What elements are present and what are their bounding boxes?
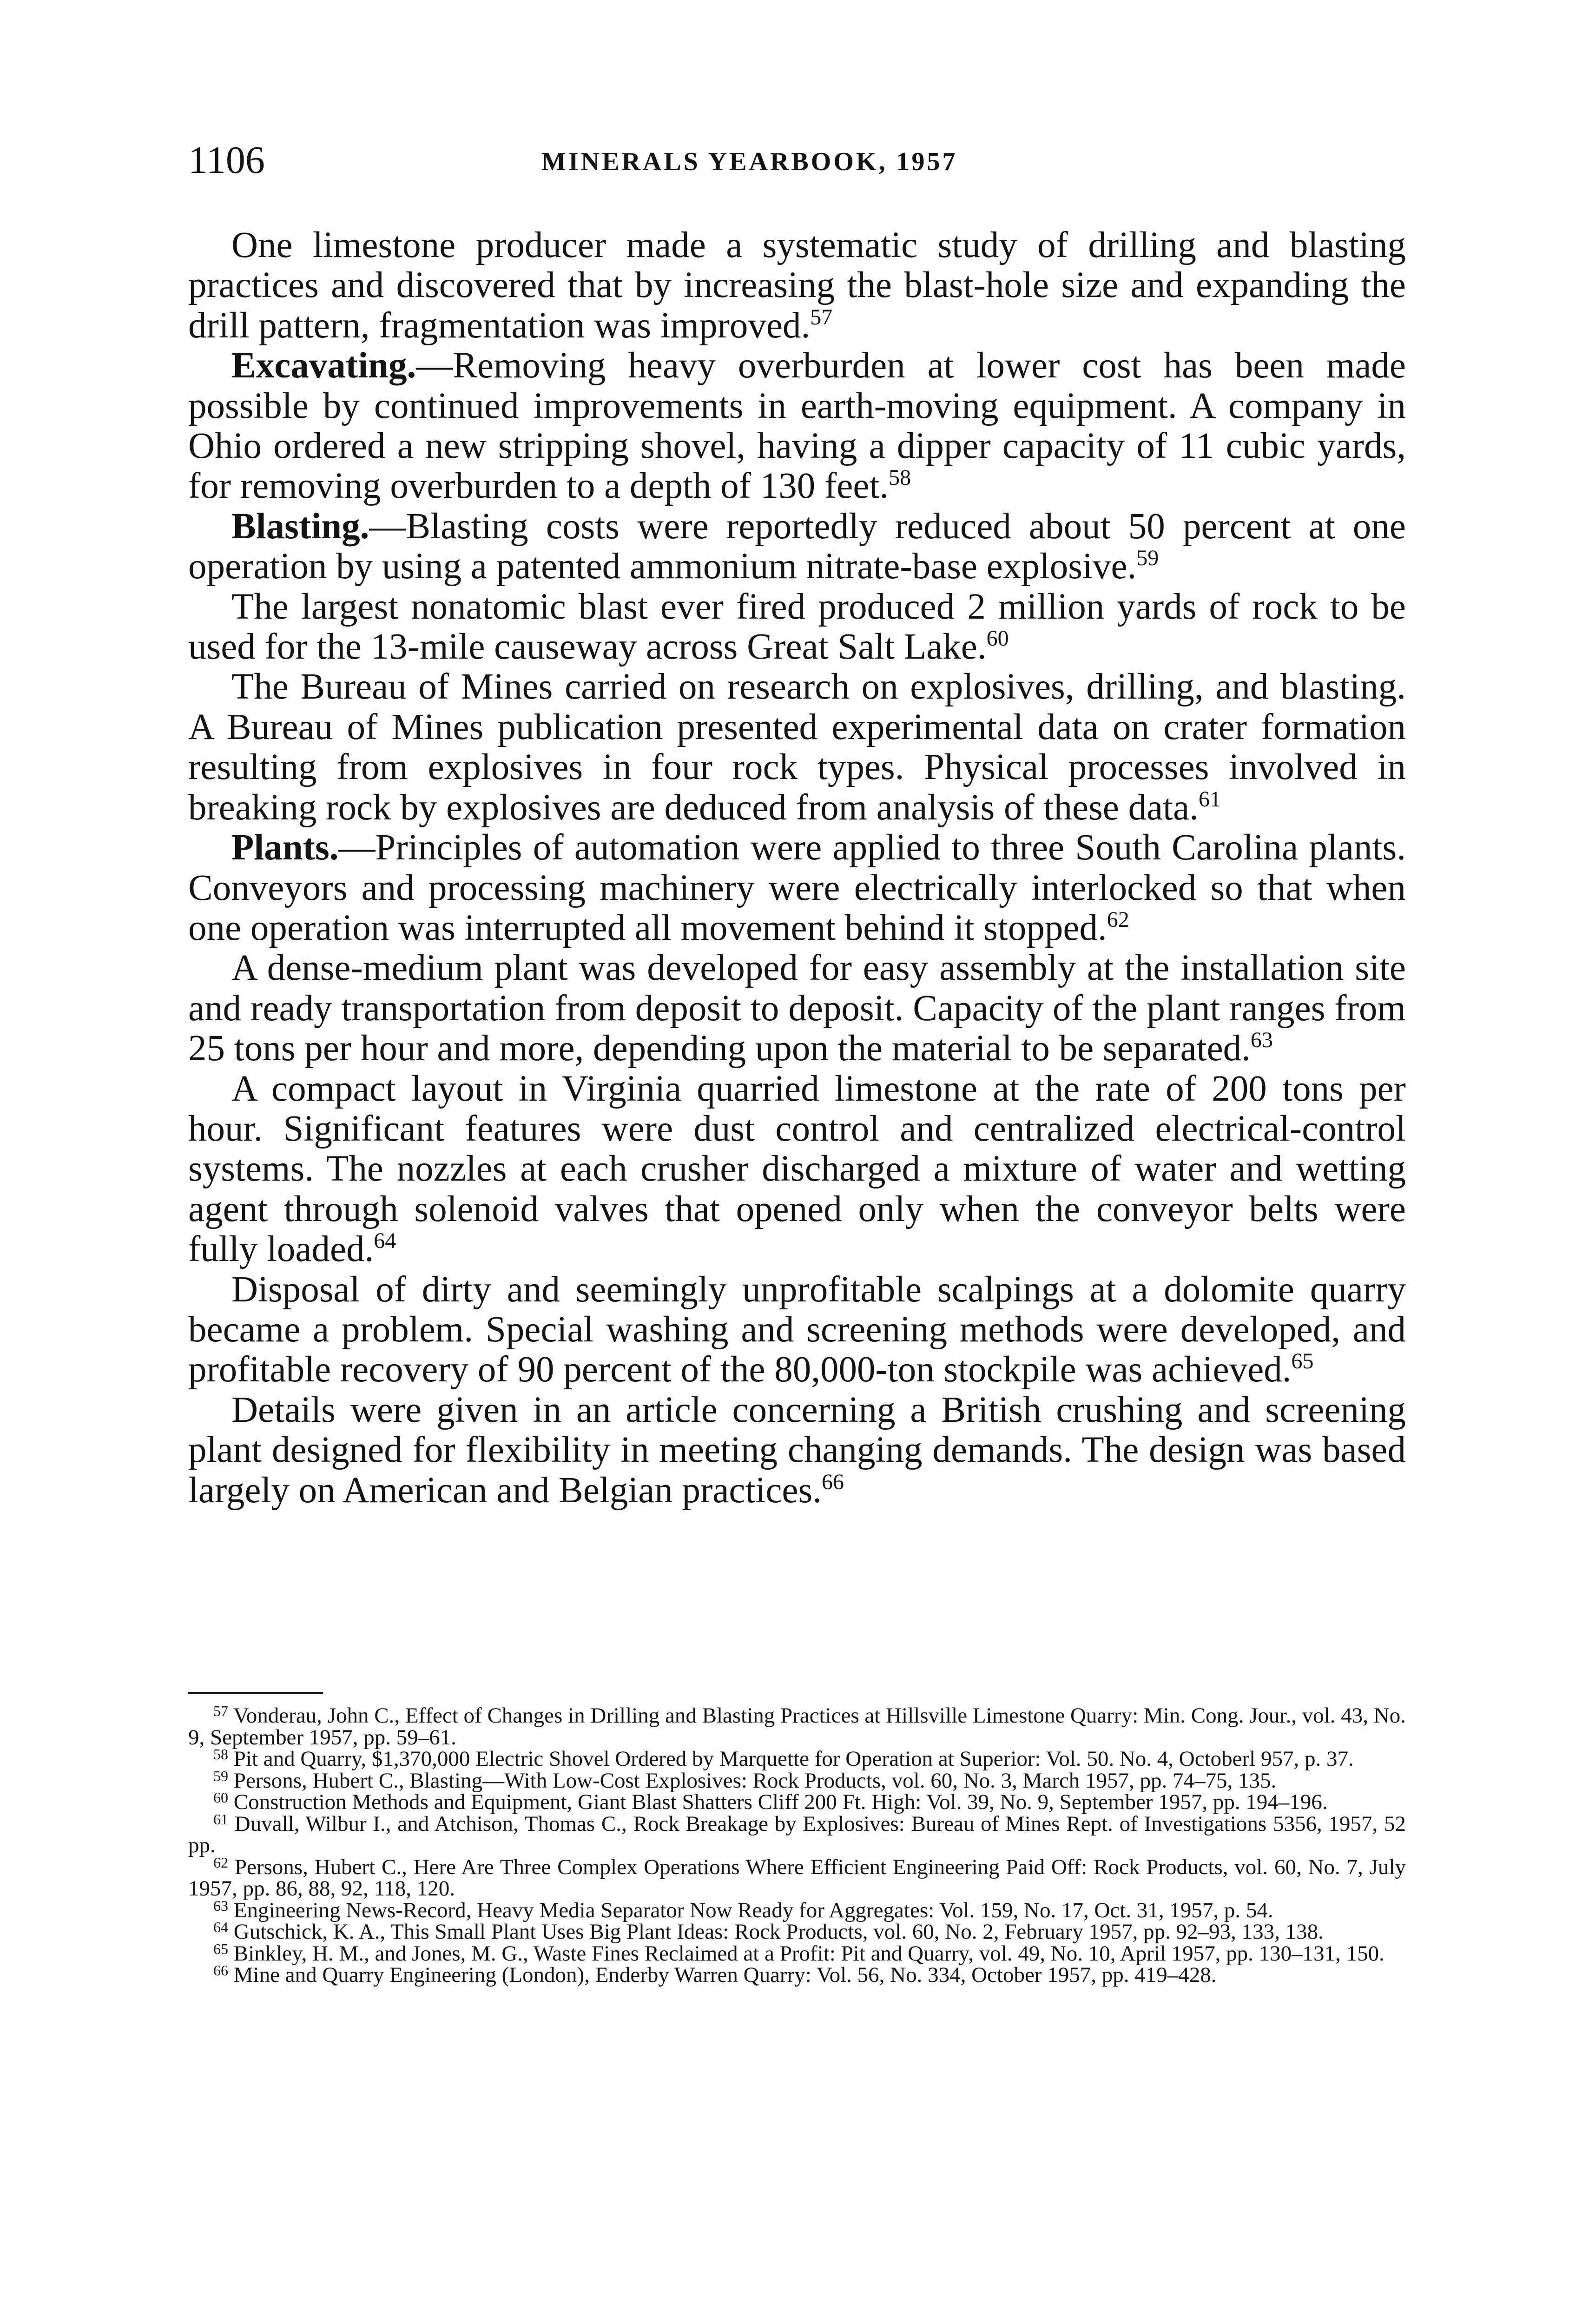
footnote-text: Construction Methods and Equipment, Giant Blast Shatters Cliff 200 Ft. High: Vol. 39, No. 9, September 1957, pp. 194–196.	[233, 1790, 1328, 1814]
paragraph	[188, 948, 1406, 1069]
footnote-reference: 57	[810, 304, 833, 330]
paragraph-text: The largest nonatomic blast ever fired produced 2 million yards of rock to be used for the 13-mile causeway across Great Salt Lake.	[188, 586, 1406, 667]
footnote-reference: 62	[1107, 907, 1129, 932]
footnote-text: Gutschick, K. A., This Small Plant Uses Big Plant Ideas: Rock Products, vol. 60, No. 2, February 1957, pp. 92–93, 133, 138.	[233, 1920, 1324, 1944]
paragraph-text: —Blasting costs were reportedly reduced about 50 percent at one operation by using a patented ammonium nitrate-base explosive.	[188, 506, 1406, 587]
footnote	[188, 1791, 1406, 1813]
footnote-reference: 64	[374, 1228, 396, 1254]
footnote	[188, 1940, 1406, 1966]
paragraph-text: Details were given in an article concerning a British crushing and screening plant designed for flexibility in meeting changing demands. The design was based largely on American and Belgian practices.	[188, 1389, 1406, 1511]
footnote-number: 57	[213, 1703, 228, 1719]
body-text	[188, 225, 1406, 1511]
section-run-in-heading: Excavating.	[231, 345, 416, 386]
footnote-text: Pit and Quarry, $1,370,000 Electric Shovel Ordered by Marquette for Operation at Superior: Vol. 50. No. 4, Octoberl 957, p. 37.	[233, 1747, 1354, 1771]
footnote-number: 62	[213, 1854, 228, 1871]
footnote	[188, 1921, 1406, 1943]
paragraph	[188, 587, 1406, 667]
running-head: MINERALS YEARBOOK, 1957	[541, 147, 958, 176]
paragraph	[188, 667, 1406, 828]
footnote-text: Engineering News-Record, Heavy Media Separator Now Ready for Aggregates: Vol. 159, No. 17, Oct. 31, 1957, p. 54.	[233, 1898, 1273, 1922]
footnote-reference: 66	[821, 1469, 844, 1494]
paragraph-text: One limestone producer made a systematic study of drilling and blasting practices and discovered that by increasing the blast-hole size and expanding the drill pattern, fragmentation was improved.	[188, 225, 1406, 346]
paragraph-text: —Principles of automation were applied to three South Carolina plants. Conveyors and processing machinery were electrically interlocked so that when one operation was interrupted all movement behind it stopped.	[188, 827, 1406, 948]
footnote	[188, 1964, 1406, 1986]
footnote-reference: 58	[889, 465, 911, 490]
paragraph	[188, 828, 1406, 948]
footnote	[188, 1748, 1406, 1770]
footnote-reference: 59	[1136, 546, 1159, 571]
footnote-text: Binkley, H. M., and Jones, M. G., Waste Fines Reclaimed at a Profit: Pit and Quarry, vol. 49, No. 10, April 1957, pp. 130–131, 150.	[233, 1941, 1384, 1966]
footnote-text: Duvall, Wilbur I., and Atchison, Thomas C., Rock Breakage by Explosives: Bureau of Mines Rept. of Investigations 5356, 1957, 52 pp.	[188, 1811, 1406, 1857]
footnote	[188, 1767, 1406, 1793]
footnote-text: Persons, Hubert C., Blasting—With Low-Cost Explosives: Rock Products, vol. 60, No. 3, March 1957, pp. 74–75, 135.	[233, 1768, 1277, 1793]
footnote-number: 61	[213, 1810, 228, 1828]
footnote-text: Persons, Hubert C., Here Are Three Complex Operations Where Efficient Engineering Paid Off: Rock Products, vol. 60, No. 7, July 1957, pp. 86, 88, 92, 118, 120.	[188, 1855, 1406, 1901]
footnote-divider	[188, 1692, 323, 1694]
page-header	[188, 135, 1408, 186]
footnote	[188, 1810, 1406, 1857]
footnote-reference: 63	[1250, 1028, 1273, 1053]
footnote	[188, 1897, 1406, 1922]
paragraph	[188, 507, 1406, 587]
footnote-number: 66	[213, 1962, 228, 1979]
footnote-number: 64	[213, 1919, 228, 1935]
footnote-text: Mine and Quarry Engineering (London), Enderby Warren Quarry: Vol. 56, No. 334, October 1957, pp. 419–428.	[233, 1963, 1217, 1987]
footnote-reference: 65	[1291, 1349, 1314, 1374]
footnote	[188, 1856, 1406, 1900]
paragraph	[188, 225, 1406, 346]
footnotes	[188, 1705, 1406, 1986]
paragraph-text: —Removing heavy overburden at lower cost has been made possible by continued improvements in earth-moving equipment. A company in Ohio ordered a new stripping shovel, having a dipper capacity of 11 cubic yards, for removing overburden to a depth of 130 feet.	[188, 345, 1406, 507]
paragraph	[188, 346, 1406, 507]
paragraph-text: The Bureau of Mines carried on research on explosives, drilling, and blasting. A Bureau of Mines publication presented experimental data on crater formation resulting from explosives in four rock types. Physical processes involved in breaking rock by explosives are deduced from analysis of these data.	[188, 667, 1406, 828]
section-run-in-heading: Blasting.	[231, 506, 369, 547]
footnote-number: 65	[213, 1940, 228, 1957]
footnote	[188, 1705, 1406, 1748]
footnote-text: Vonderau, John C., Effect of Changes in Drilling and Blasting Practices at Hillsville Limestone Quarry: Min. Cong. Jour., vol. 43, No. 9, September 1957, pp. 59–61.	[188, 1703, 1406, 1750]
paragraph-text: A dense-medium plant was developed for easy assembly at the installation site and ready transportation from deposit to deposit. Capacity of the plant ranges from 25 tons per hour and more, depending upon the material to be separated.	[188, 948, 1406, 1069]
footnote-reference: 61	[1198, 786, 1221, 812]
footnote-number: 60	[213, 1789, 228, 1806]
footnote-reference: 60	[986, 626, 1009, 651]
paragraph	[188, 1270, 1406, 1390]
paragraph	[188, 1069, 1406, 1270]
footnote-number: 58	[213, 1746, 228, 1763]
footnote-number: 63	[213, 1897, 228, 1914]
paragraph-text: A compact layout in Virginia quarried limestone at the rate of 200 tons per hour. Significant features were dust control and centralized electrical-control systems. The nozzles at each crusher discharged a mixture of water and wetting agent through solenoid valves that opened only when the conveyor belts were fully loaded.	[188, 1068, 1406, 1270]
paragraph-text: Disposal of dirty and seemingly unprofitable scalpings at a dolomite quarry became a problem. Special washing and screening methods were developed, and profitable recovery of 90 percent of the 80,000-ton stockpile was achieved.	[188, 1269, 1406, 1390]
paragraph	[188, 1390, 1406, 1511]
footnote-number: 59	[213, 1767, 228, 1784]
section-run-in-heading: Plants.	[231, 827, 339, 868]
page-number: 1106	[188, 139, 265, 182]
